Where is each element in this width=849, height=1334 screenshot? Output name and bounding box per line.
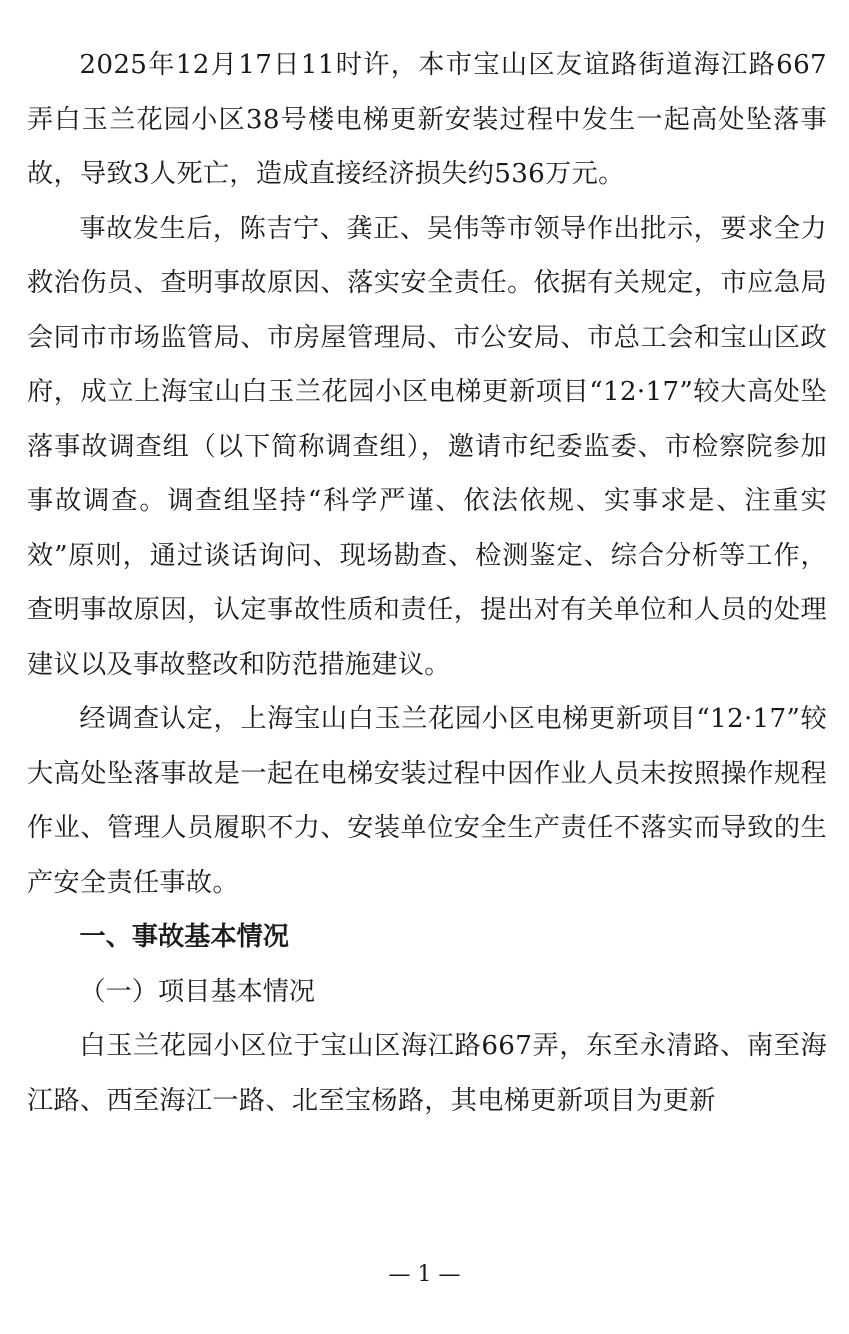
section-heading: 一、事故基本情况 xyxy=(79,922,289,952)
subsection-heading: （一）项目基本情况 xyxy=(79,976,316,1007)
paragraph-accident-summary: 2025年12月17日11时许，本市宝山区友谊路街道海江路667弄白玉兰花园小区38号楼电梯更新安装过程中发生一起高处坠落事故，导致3人死亡，造成直接经济损失约536万元。 xyxy=(27,50,827,189)
paragraph-investigation-setup: 事故发生后，陈吉宁、龚正、吴伟等市领导作出批示，要求全力救治伤员、查明事故原因、落实安全责任。依据有关规定，市应急局会同市市场监管局、市房屋管理局、市公安局、市总工会和宝山区政府，成立上海宝山白玉兰花园小区电梯更新项目“12·17”较大高处坠落事故调查组（以下简称调查组），邀请市纪委监委、市检察院参加事故调查。调查组坚持“科学严谨、依法依规、实事求是、注重实效”原则，通过谈话询问、现场勘查、检测鉴定、综合分析等工作，查明事故原因，认定事故性质和责任，提出对有关单位和人员的处理建议以及事故整改和防范措施建议。 xyxy=(27,213,827,680)
document-body xyxy=(27,38,827,1128)
paragraph-accident-determination: 经调查认定，上海宝山白玉兰花园小区电梯更新项目“12·17”较大高处坠落事故是一起在电梯安装过程中因作业人员未按照操作规程作业、管理人员履职不力、安装单位安全生产责任不落实而导致的生产安全责任事故。 xyxy=(27,704,827,898)
page-number: — 1 — xyxy=(388,1262,461,1287)
paragraph-project-location: 白玉兰花园小区位于宝山区海江路667弄，东至永清路、南至海江路、西至海江一路、北至宝杨路，其电梯更新项目为更新 xyxy=(27,1031,827,1116)
